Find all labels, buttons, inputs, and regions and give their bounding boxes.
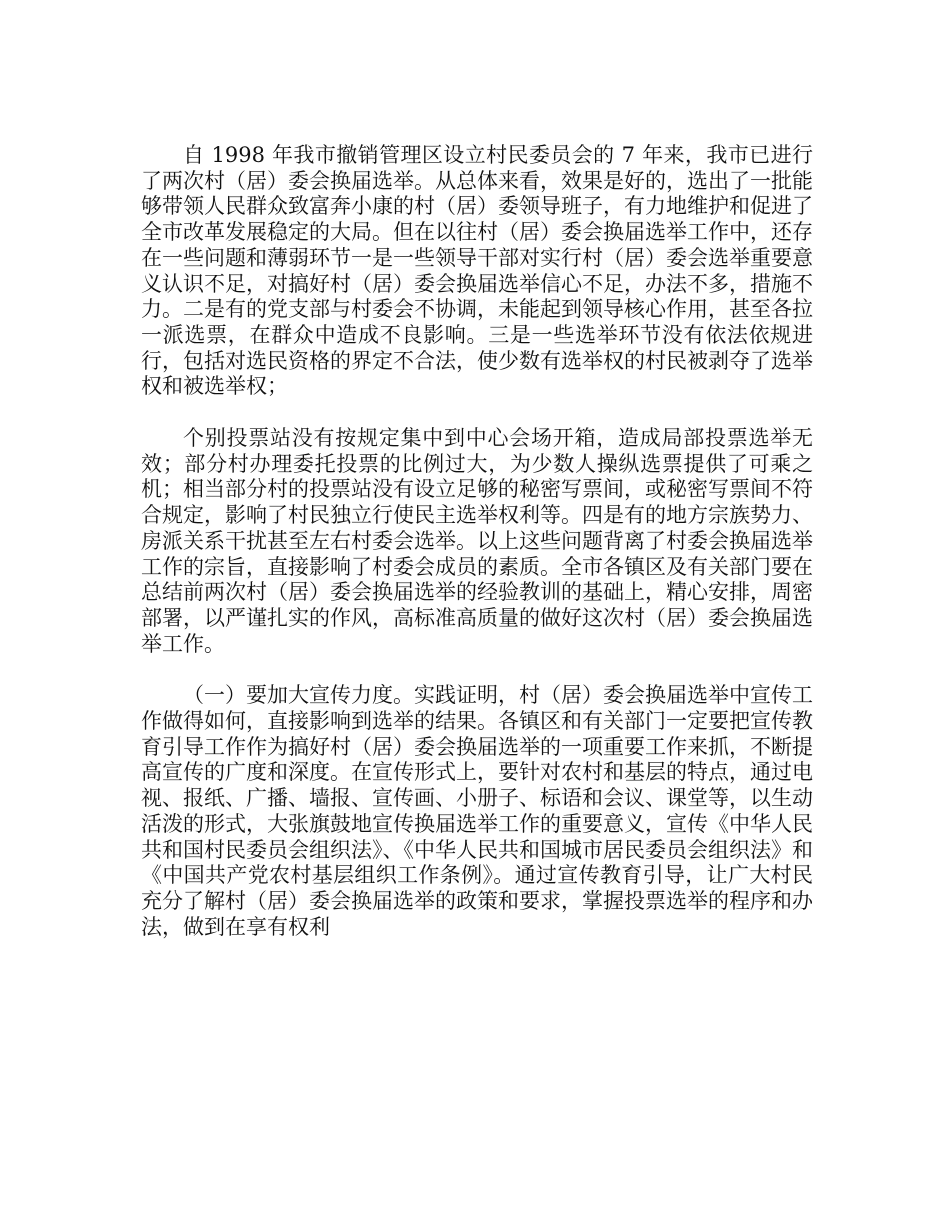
paragraph-1: 自 1998 年我市撤销管理区设立村民委员会的 7 年来，我市已进行了两次村（居）委会换届选举。从总体来看，效果是好的，选出了一批能够带领人民群众致富奔小康的村（居）委领导班子，有力地维护和促进了全市改革发展稳定的大局。但在以往村（居）委会换届选举工作中，还存在一些问题和薄弱环节一是一些领导干部对实行村（居）委会选举重要意义认识不足，对搞好村（居）委会换届选举信心不足，办法不多，措施不力。二是有的党支部与村委会不协调，未能起到领导核心作用，甚至各拉一派选票，在群众中造成不良影响。三是一些选举环节没有依法依规进行，包括对选民资格的界定不合法，使少数有选举权的村民被剥夺了选举权和被选举权； (141, 143, 813, 399)
document-body (141, 143, 813, 940)
paragraph-3: （一）要加大宣传力度。实践证明，村（居）委会换届选举中宣传工作做得如何，直接影响到选举的结果。各镇区和有关部门一定要把宣传教育引导工作作为搞好村（居）委会换届选举的一项重要工作来抓，不断提高宣传的广度和深度。在宣传形式上，要针对农村和基层的特点，通过电视、报纸、广播、墙报、宣传画、小册子、标语和会议、课堂等，以生动活泼的形式，大张旗鼓地宣传换届选举工作的重要意义，宣传《中华人民共和国村民委员会组织法》、《中华人民共和国城市居民委员会组织法》和《中国共产党农村基层组织工作条例》。通过宣传教育引导，让广大村民充分了解村（居）委会换届选举的政策和要求，掌握投票选举的程序和办法，做到在享有权利 (141, 683, 813, 939)
paragraph-2: 个别投票站没有按规定集中到中心会场开箱，造成局部投票选举无效；部分村办理委托投票的比例过大，为少数人操纵选票提供了可乘之机；相当部分村的投票站没有设立足够的秘密写票间，或秘密写票间不符合规定，影响了村民独立行使民主选举权利等。四是有的地方宗族势力、房派关系干扰甚至左右村委会选举。以上这些问题背离了村委会换届选举工作的宗旨，直接影响了村委会成员的素质。全市各镇区及有关部门要在总结前两次村（居）委会换届选举的经验教训的基础上，精心安排，周密部署，以严谨扎实的作风，高标准高质量的做好这次村（居）委会换届选举工作。 (141, 426, 813, 656)
